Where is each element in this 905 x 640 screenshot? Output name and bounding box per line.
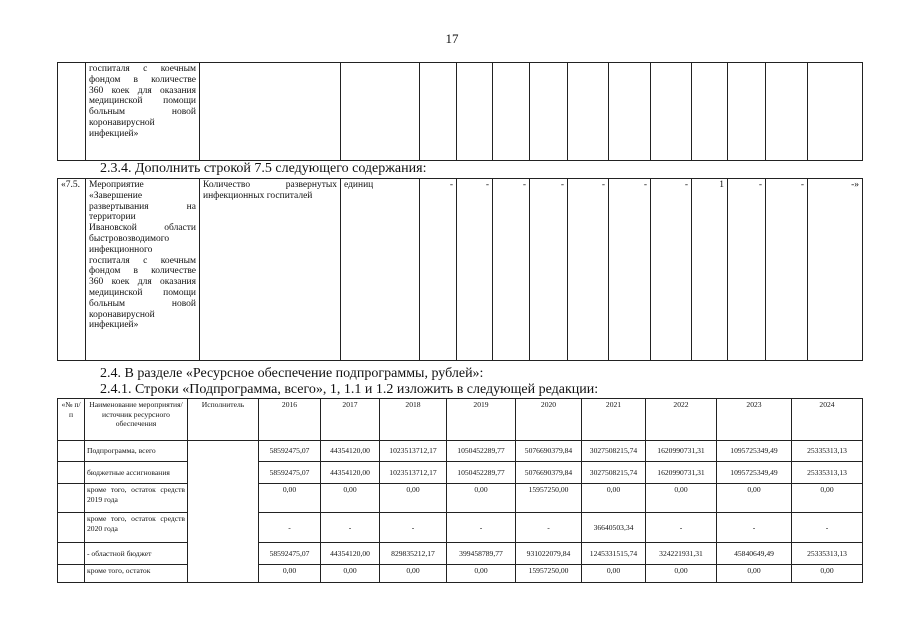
value-cell: -	[530, 179, 568, 361]
value-cell: 0,00	[321, 484, 380, 513]
value-cell: 0,00	[646, 484, 717, 513]
header-executor: Исполнитель	[188, 399, 259, 441]
value-cell: 0,00	[717, 484, 792, 513]
row-7-5-table	[57, 178, 863, 361]
value-cell: -»	[808, 179, 863, 361]
value-cell: 1023513712,17	[380, 462, 447, 484]
value-cell: 25335313,13	[792, 543, 863, 565]
header-num: «№ п/п	[58, 399, 85, 441]
value-cell: -	[568, 179, 609, 361]
value-cell: 15957250,00	[516, 484, 582, 513]
text-line: фондом в количестве	[89, 74, 196, 85]
text-line: коронавирусной	[89, 117, 155, 128]
header-year: 2016	[259, 399, 321, 441]
value-cell: 58592475,07	[259, 543, 321, 565]
value-cell: 1620990731,31	[646, 462, 717, 484]
table-row	[58, 441, 863, 462]
unit-cell: единиц	[341, 179, 420, 361]
empty-cell	[58, 63, 86, 161]
header-name: Наименование мероприятия/источник ресурсного обеспечения	[85, 399, 188, 441]
text-line: быстровозводимого	[89, 233, 170, 244]
value-cell: 0,00	[321, 565, 380, 583]
value-cell: 25335313,13	[792, 462, 863, 484]
value-cell: 0,00	[582, 484, 646, 513]
value-cell: 5076690379,84	[516, 462, 582, 484]
value-cell: -	[447, 513, 516, 543]
value-cell: 58592475,07	[259, 462, 321, 484]
value-cell: 1023513712,17	[380, 441, 447, 462]
text-line: фондом в количестве	[89, 266, 196, 277]
value-cell: 0,00	[259, 565, 321, 583]
text-line: развертывания на	[89, 201, 196, 212]
text-line: госпиталя с коечным	[89, 255, 196, 266]
value-cell: 0,00	[646, 565, 717, 583]
value-cell: 829835212,17	[380, 543, 447, 565]
value-cell: 0,00	[582, 565, 646, 583]
text-line: инфекцией»	[89, 320, 139, 331]
executor-cell	[188, 441, 259, 583]
text-line: медицинской помощи	[89, 287, 196, 298]
value-cell: 0,00	[380, 565, 447, 583]
item-name-continuation	[86, 63, 200, 161]
heading-2-3-4: 2.3.4. Дополнить строкой 7.5 следующего содержания:	[100, 161, 427, 176]
table-row	[58, 565, 863, 583]
text-line: инфекционных госпиталей	[203, 190, 313, 201]
text-line: инфекцией»	[89, 128, 139, 139]
text-line: территории	[89, 212, 136, 223]
row-label: бюджетные ассигнования	[85, 462, 188, 484]
value-cell: 15957250,00	[516, 565, 582, 583]
header-year: 2021	[582, 399, 646, 441]
continuation-table	[57, 62, 863, 161]
value-cell: 3027508215,74	[582, 462, 646, 484]
value-cell: 0,00	[717, 565, 792, 583]
value-cell: 1050452289,77	[447, 462, 516, 484]
text-line: медицинской помощи	[89, 96, 196, 107]
text-line: 360 коек для оказания	[89, 277, 196, 288]
value-cell: -	[717, 513, 792, 543]
value-cell: 44354120,00	[321, 462, 380, 484]
value-cell: -	[646, 513, 717, 543]
value-cell: 0,00	[792, 484, 863, 513]
text-line: инфекционного	[89, 244, 153, 255]
value-cell: 324221931,31	[646, 543, 717, 565]
text-line: больным новой	[89, 107, 196, 118]
header-year: 2017	[321, 399, 380, 441]
text-line: Количество развернутых	[203, 180, 337, 190]
header-year: 2019	[447, 399, 516, 441]
value-cell: 0,00	[380, 484, 447, 513]
text-line: Ивановской области	[89, 223, 196, 234]
value-cell: -	[609, 179, 651, 361]
indicator-name	[200, 179, 341, 361]
resource-table	[57, 398, 863, 583]
header-year: 2018	[380, 399, 447, 441]
text-line: 360 коек для оказания	[89, 85, 196, 96]
value-cell: 0,00	[447, 484, 516, 513]
text-line: госпиталя с коечным	[89, 64, 196, 74]
value-cell: -	[493, 179, 530, 361]
text-line: «Завершение	[89, 190, 143, 201]
row-label: кроме того, остаток средств 2020 года	[85, 513, 188, 543]
header-year: 2024	[792, 399, 863, 441]
value-cell: -	[380, 513, 447, 543]
row-label: - областной бюджет	[85, 543, 188, 565]
value-cell: 3027508215,74	[582, 441, 646, 462]
header-year: 2020	[516, 399, 582, 441]
value-cell: 25335313,13	[792, 441, 863, 462]
text-line: больным новой	[89, 298, 196, 309]
row-label: кроме того, остаток	[85, 565, 188, 583]
value-cell: 36640503,34	[582, 513, 646, 543]
row-label: Подпрограмма, всего	[85, 441, 188, 462]
value-cell: -	[259, 513, 321, 543]
text-line: коронавирусной	[89, 309, 155, 320]
header-year: 2022	[646, 399, 717, 441]
value-cell: 1095725349,49	[717, 441, 792, 462]
value-cell: -	[728, 179, 766, 361]
value-cell: 399458789,77	[447, 543, 516, 565]
header-year: 2023	[717, 399, 792, 441]
measure-name	[86, 179, 200, 361]
value-cell: 1620990731,31	[646, 441, 717, 462]
value-cell: 5076690379,84	[516, 441, 582, 462]
value-cell: 1245331515,74	[582, 543, 646, 565]
value-cell: 45840649,49	[717, 543, 792, 565]
value-cell: 1	[692, 179, 728, 361]
table-row	[58, 513, 863, 543]
value-cell: 44354120,00	[321, 543, 380, 565]
table-row	[58, 462, 863, 484]
value-cell: 1050452289,77	[447, 441, 516, 462]
row-label: кроме того, остаток средств 2019 года	[85, 484, 188, 513]
value-cell: -	[766, 179, 808, 361]
value-cell: -	[321, 513, 380, 543]
value-cell: 58592475,07	[259, 441, 321, 462]
value-cell: -	[651, 179, 692, 361]
table-row	[58, 543, 863, 565]
value-cell: 44354120,00	[321, 441, 380, 462]
heading-2-4-1: 2.4.1. Строки «Подпрограмма, всего», 1, 1.1 и 1.2 изложить в следующей редакции:	[100, 382, 599, 397]
value-cell: -	[457, 179, 493, 361]
value-cell: -	[420, 179, 457, 361]
value-cell: -	[516, 513, 582, 543]
value-cell: 0,00	[447, 565, 516, 583]
text-line: Мероприятие	[89, 180, 144, 190]
row-number: «7.5.	[58, 179, 86, 361]
value-cell: 0,00	[792, 565, 863, 583]
page-number: 17	[445, 31, 459, 46]
value-cell: 1095725349,49	[717, 462, 792, 484]
value-cell: 0,00	[259, 484, 321, 513]
value-cell: -	[792, 513, 863, 543]
heading-2-4: 2.4. В разделе «Ресурсное обеспечение подпрограммы, рублей»:	[100, 366, 484, 381]
table-row	[58, 484, 863, 513]
value-cell: 931022079,84	[516, 543, 582, 565]
